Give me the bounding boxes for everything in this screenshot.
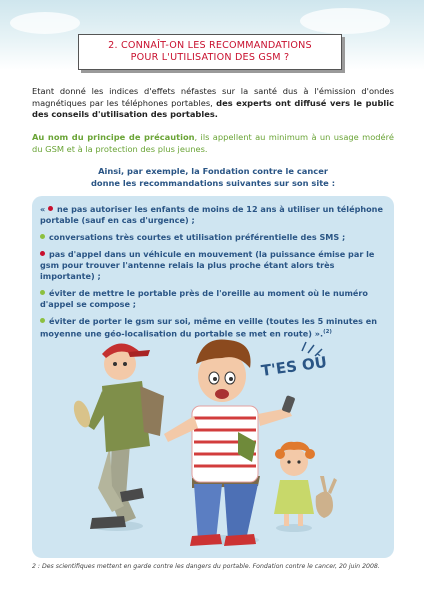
recommendation-text: pas d'appel dans un véhicule en mouvement (la puissance émise par le gsm pour trouver l'antenne relais la plus proche étant alors très importante) ; (40, 249, 375, 281)
quote-open: « (40, 204, 49, 214)
paragraph-intro (32, 86, 394, 121)
cartoon-illustration (32, 196, 394, 558)
footnote: 2 : Des scientifiques mettent en garde contre les dangers du portable. Fondation contre le cancer, 20 juin 2008. (32, 563, 380, 570)
recommendation-text: éviter de mettre le portable près de l'oreille au moment où le numéro d'appel se compose ; (40, 288, 368, 309)
recommendations-panel (32, 196, 394, 558)
speech-text: T'ES OÙ (260, 352, 328, 380)
footnote-ref: (2) (323, 329, 332, 335)
cloud-decoration (10, 12, 80, 34)
intro-line1: Ainsi, par exemple, la Fondation contre le cancer (98, 166, 328, 176)
recommendation-text: éviter de porter le gsm sur soi, même en veille (toutes les 5 minutes en moyenne une géo-localisation du portable se met en route) ». (40, 316, 378, 339)
boy-with-cap-figure (71, 343, 164, 531)
recommendation-text: conversations très courtes et utilisation préférentielle des SMS ; (49, 232, 346, 242)
cloud-decoration (300, 8, 390, 34)
paragraph-precaution (32, 132, 394, 155)
paragraph-intro-bold: des experts ont diffusé vers le public des conseils d'utilisation des portables. (32, 97, 394, 119)
section-title-line1: 2. CONNAÎT-ON LES RECOMMANDATIONS (108, 40, 312, 51)
recommendation-text: ne pas autoriser les enfants de moins de 12 ans à utiliser un téléphone portable (sauf en cas d'urgence) ; (40, 204, 383, 225)
section-title-line2: POUR L'UTILISATION DES GSM ? (130, 52, 290, 63)
paragraph-intro-text: Etant donné les indices d'effets néfastes sur la santé dus à l'émission d'ondes magnétiques par les téléphones portables, (32, 86, 394, 108)
girl-with-rabbit-figure (274, 442, 337, 532)
intro-line2: donne les recommandations suivantes sur son site : (90, 177, 336, 188)
paragraph-precaution-text: , ils appellent au minimum à un usage modéré du GSM et à la protection des plus jeunes. (32, 132, 394, 154)
paragraph-precaution-bold: Au nom du principe de précaution (32, 132, 195, 142)
section-title-box (78, 34, 342, 70)
recommendations-intro (32, 166, 394, 189)
